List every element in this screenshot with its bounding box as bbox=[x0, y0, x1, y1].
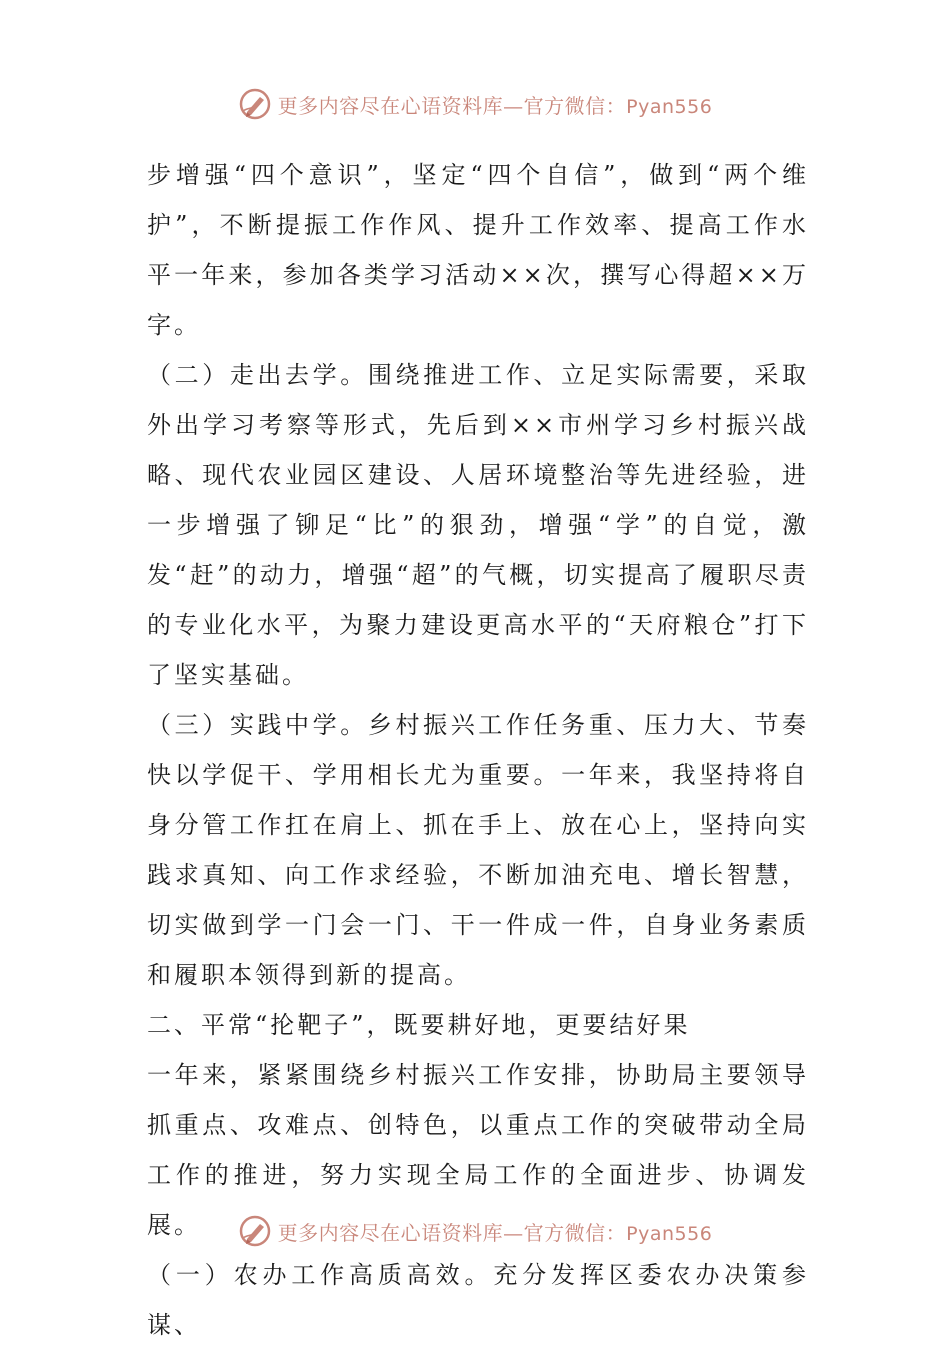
section-heading: 二、平常“抡靶子”，既要耕好地，更要结好果 bbox=[147, 1011, 691, 1039]
paragraph-4: 一年来，紧紧围绕乡村振兴工作安排，协助局主要领导抓重点、攻难点、创特色，以重点工作的突破带动全局工作的推进，努力实现全局工作的全面进步、协调发展。 bbox=[147, 1061, 809, 1239]
pen-logo-icon bbox=[238, 1214, 272, 1248]
header-watermark bbox=[0, 84, 950, 124]
paragraph-1: 步增强“四个意识”，坚定“四个自信”，做到“两个维护”，不断提振工作作风、提升工作效率、提高工作水平一年来，参加各类学习活动××次，撰写心得超××万字。 bbox=[147, 161, 809, 339]
footer-watermark bbox=[0, 1211, 950, 1251]
paragraph-3: （三）实践中学。乡村振兴工作任务重、压力大、节奏快以学促干、学用相长尤为重要。一年来，我坚持将自身分管工作扛在肩上、抓在手上、放在心上，坚持向实践求真知、向工作求经验，不断加油充电、增长智慧，切实做到学一门会一门、干一件成一件，自身业务素质和履职本领得到新的提高。 bbox=[147, 711, 809, 989]
footer-watermark-text: 更多内容尽在心语资料库—官方微信：Pyan556 bbox=[277, 1220, 713, 1245]
footer-watermark-id: Pyan556 bbox=[626, 1222, 713, 1245]
header-watermark-text: 更多内容尽在心语资料库—官方微信：Pyan556 bbox=[277, 93, 713, 118]
pen-logo-icon bbox=[238, 87, 272, 121]
header-watermark-id: Pyan556 bbox=[626, 95, 713, 118]
document-body bbox=[147, 150, 809, 1350]
paragraph-5: （一）农办工作高质高效。充分发挥区委农办决策参谋、 bbox=[147, 1261, 809, 1339]
paragraph-2: （二）走出去学。围绕推进工作、立足实际需要，采取外出学习考察等形式，先后到××市州学习乡村振兴战略、现代农业园区建设、人居环境整治等先进经验，进一步增强了铆足“比”的狠劲，增强“学”的自觉，激发“赶”的动力，增强“超”的气概，切实提高了履职尽责的专业化水平，为聚力建设更高水平的“天府粮仓”打下了坚实基础。 bbox=[147, 361, 809, 689]
